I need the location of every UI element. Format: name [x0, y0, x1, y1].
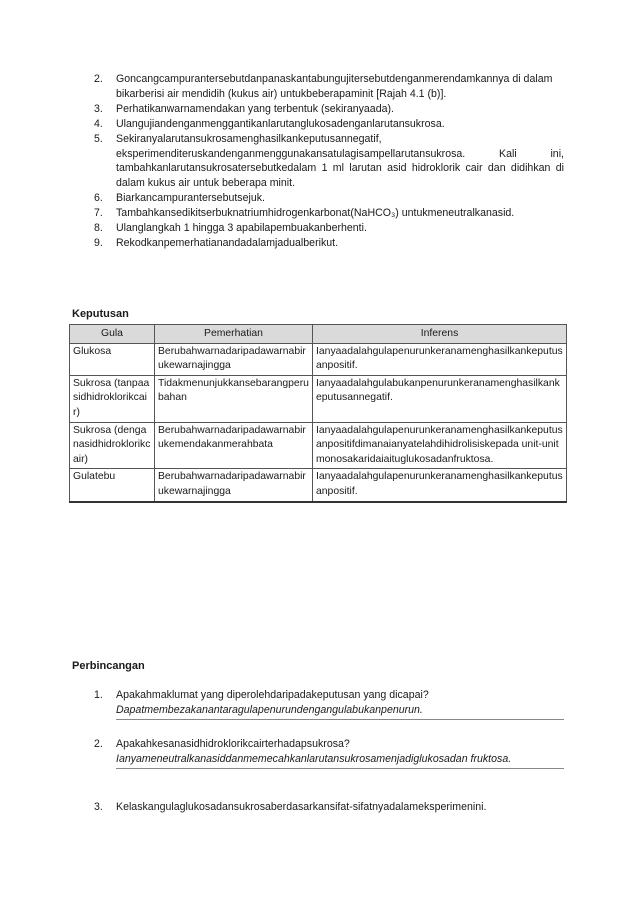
- table-row: [70, 375, 567, 422]
- cell-gula: Glukosa: [70, 343, 155, 375]
- step-text: Goncangcampurantersebutdanpanaskantabungujitersebutdenganmerendamkannya di dalam bikarberisi air mendidih (kukus air) untukbeberapaminit [Rajah 4.1 (b)].: [116, 73, 553, 100]
- answer-text: Dapatmembezakanantaragulapenurundengangulabukanpenurun.: [116, 704, 423, 716]
- question-text: Kelaskangulaglukosadansukrosaberdasarkansifat-sifatnyadalameksperimenini.: [116, 801, 487, 813]
- step-item: 8. Ulanglangkah 1 hingga 3 apabilapembuakanberhenti.: [94, 222, 367, 235]
- cell-gula: Sukrosa (denganasidhidroklorikcair): [70, 422, 155, 469]
- table-row: [70, 343, 567, 375]
- column-header-pemerhatian: Pemerhatian: [155, 325, 313, 344]
- column-header-gula: Gula: [70, 325, 155, 344]
- perbincangan-heading: Perbincangan: [72, 660, 145, 672]
- step-text: Rekodkanpemerhatianandadalamjadualberikut.: [116, 236, 339, 249]
- column-header-inferens: Inferens: [313, 325, 567, 344]
- cell-pemerhatian: Berubahwarnadaripadawarnabirukewarnajingga: [155, 469, 313, 502]
- question-text: Apakahkesanasidhidroklorikcairterhadapsukrosa?: [116, 738, 350, 750]
- keputusan-heading: Keputusan: [72, 308, 129, 320]
- cell-pemerhatian: Berubahwarnadaripadawarnabirukemendakanmerahbata: [155, 422, 313, 469]
- answer-line: [116, 719, 564, 720]
- procedure-steps: [94, 72, 564, 251]
- discussion-question-3: 3. Kelaskangulaglukosadansukrosaberdasarkansifat-sifatnyadalameksperimenini.: [94, 801, 487, 813]
- answer-text: Ianyameneutralkanasiddanmemecahkanlarutansukrosamenjadiglukosadan fruktosa.: [116, 753, 512, 765]
- table-row: [70, 469, 567, 502]
- step-item: 4. Ulangujiandenganmenggantikanlarutanglukosadenganlarutansukrosa.: [94, 117, 445, 130]
- step-item: 5. Sekiranyalarutansukrosamenghasilkankeputusannegatif, eksperimenditeruskandenganmenggunakansatulagisampellarutansukrosa. Kali ini, tambahkanlarutansukrosatersebutkedalam 1 ml larutan asid hidroklorik cair dan didihkan di dalam kukus air untuk beberapa minit.: [94, 132, 564, 190]
- cell-gula: Gulatebu: [70, 469, 155, 502]
- question-text: Apakahmaklumat yang diperolehdaripadakeputusan yang dicapai?: [116, 689, 429, 701]
- cell-inferens: Ianyaadalahgulapenurunkeranamenghasilkankeputusanpositifdimanaianyatelahdihidrolisiskepada unit-unit monosakaridaiaituglukosadanfruktosa.: [313, 422, 567, 469]
- cell-inferens: Ianyaadalahgulabukanpenurunkeranamenghasilkankeputusannegatif.: [313, 375, 567, 422]
- table-row: [70, 422, 567, 469]
- step-item: 9. Rekodkanpemerhatianandadalamjadualberikut.: [94, 236, 339, 249]
- results-table: [69, 324, 567, 503]
- step-item: 6. Biarkancampurantersebutsejuk.: [94, 192, 265, 205]
- step-text: Sekiranyalarutansukrosamenghasilkankeputusannegatif, eksperimenditeruskandenganmenggunakansatulagisampellarutansukrosa. Kali ini, tambahkanlarutansukrosatersebutkedalam 1 ml larutan asid hidroklorik cair dan didihkan di dalam kukus air untuk beberapa minit.: [116, 132, 564, 190]
- discussion-question-1: 1. Apakahmaklumat yang diperolehdaripadakeputusan yang dicapai? Dapatmembezakanantaragulapenurundengangulabukanpenurun.: [94, 688, 564, 720]
- step-text: Biarkancampurantersebutsejuk.: [116, 192, 265, 205]
- step-text: Tambahkansedikitserbuknatriumhidrogenkarbonat(NaHCO₃) untukmeneutralkanasid.: [116, 207, 515, 220]
- cell-gula: Sukrosa (tanpaasidhidroklorikcair): [70, 375, 155, 422]
- discussion-question-2: 2. Apakahkesanasidhidroklorikcairterhadapsukrosa? Ianyameneutralkanasiddanmemecahkanlarutansukrosamenjadiglukosadan fruktosa.: [94, 737, 564, 769]
- answer-line: [116, 768, 564, 769]
- step-item: 7. Tambahkansedikitserbuknatriumhidrogenkarbonat(NaHCO₃) untukmeneutralkanasid.: [94, 207, 515, 220]
- table-header-row: [70, 325, 567, 344]
- cell-inferens: Ianyaadalahgulapenurunkeranamenghasilkankeputusanpositif.: [313, 343, 567, 375]
- step-item: 2. Goncangcampurantersebutdanpanaskantabungujitersebutdenganmerendamkannya di dalam bikarberisi air mendidih (kukus air) untukbeberapaminit [Rajah 4.1 (b)].: [94, 73, 553, 100]
- step-text: Ulangujiandenganmenggantikanlarutanglukosadenganlarutansukrosa.: [116, 117, 445, 130]
- cell-pemerhatian: Berubahwarnadaripadawarnabirukewarnajingga: [155, 343, 313, 375]
- step-text: Ulanglangkah 1 hingga 3 apabilapembuakanberhenti.: [116, 222, 367, 235]
- step-text: Perhatikanwarnamendakan yang terbentuk (sekiranyaada).: [116, 102, 394, 115]
- cell-pemerhatian: Tidakmenunjukkansebarangperubahan: [155, 375, 313, 422]
- step-item: 3. Perhatikanwarnamendakan yang terbentuk (sekiranyaada).: [94, 102, 394, 115]
- cell-inferens: Ianyaadalahgulapenurunkeranamenghasilkankeputusanpositif.: [313, 469, 567, 502]
